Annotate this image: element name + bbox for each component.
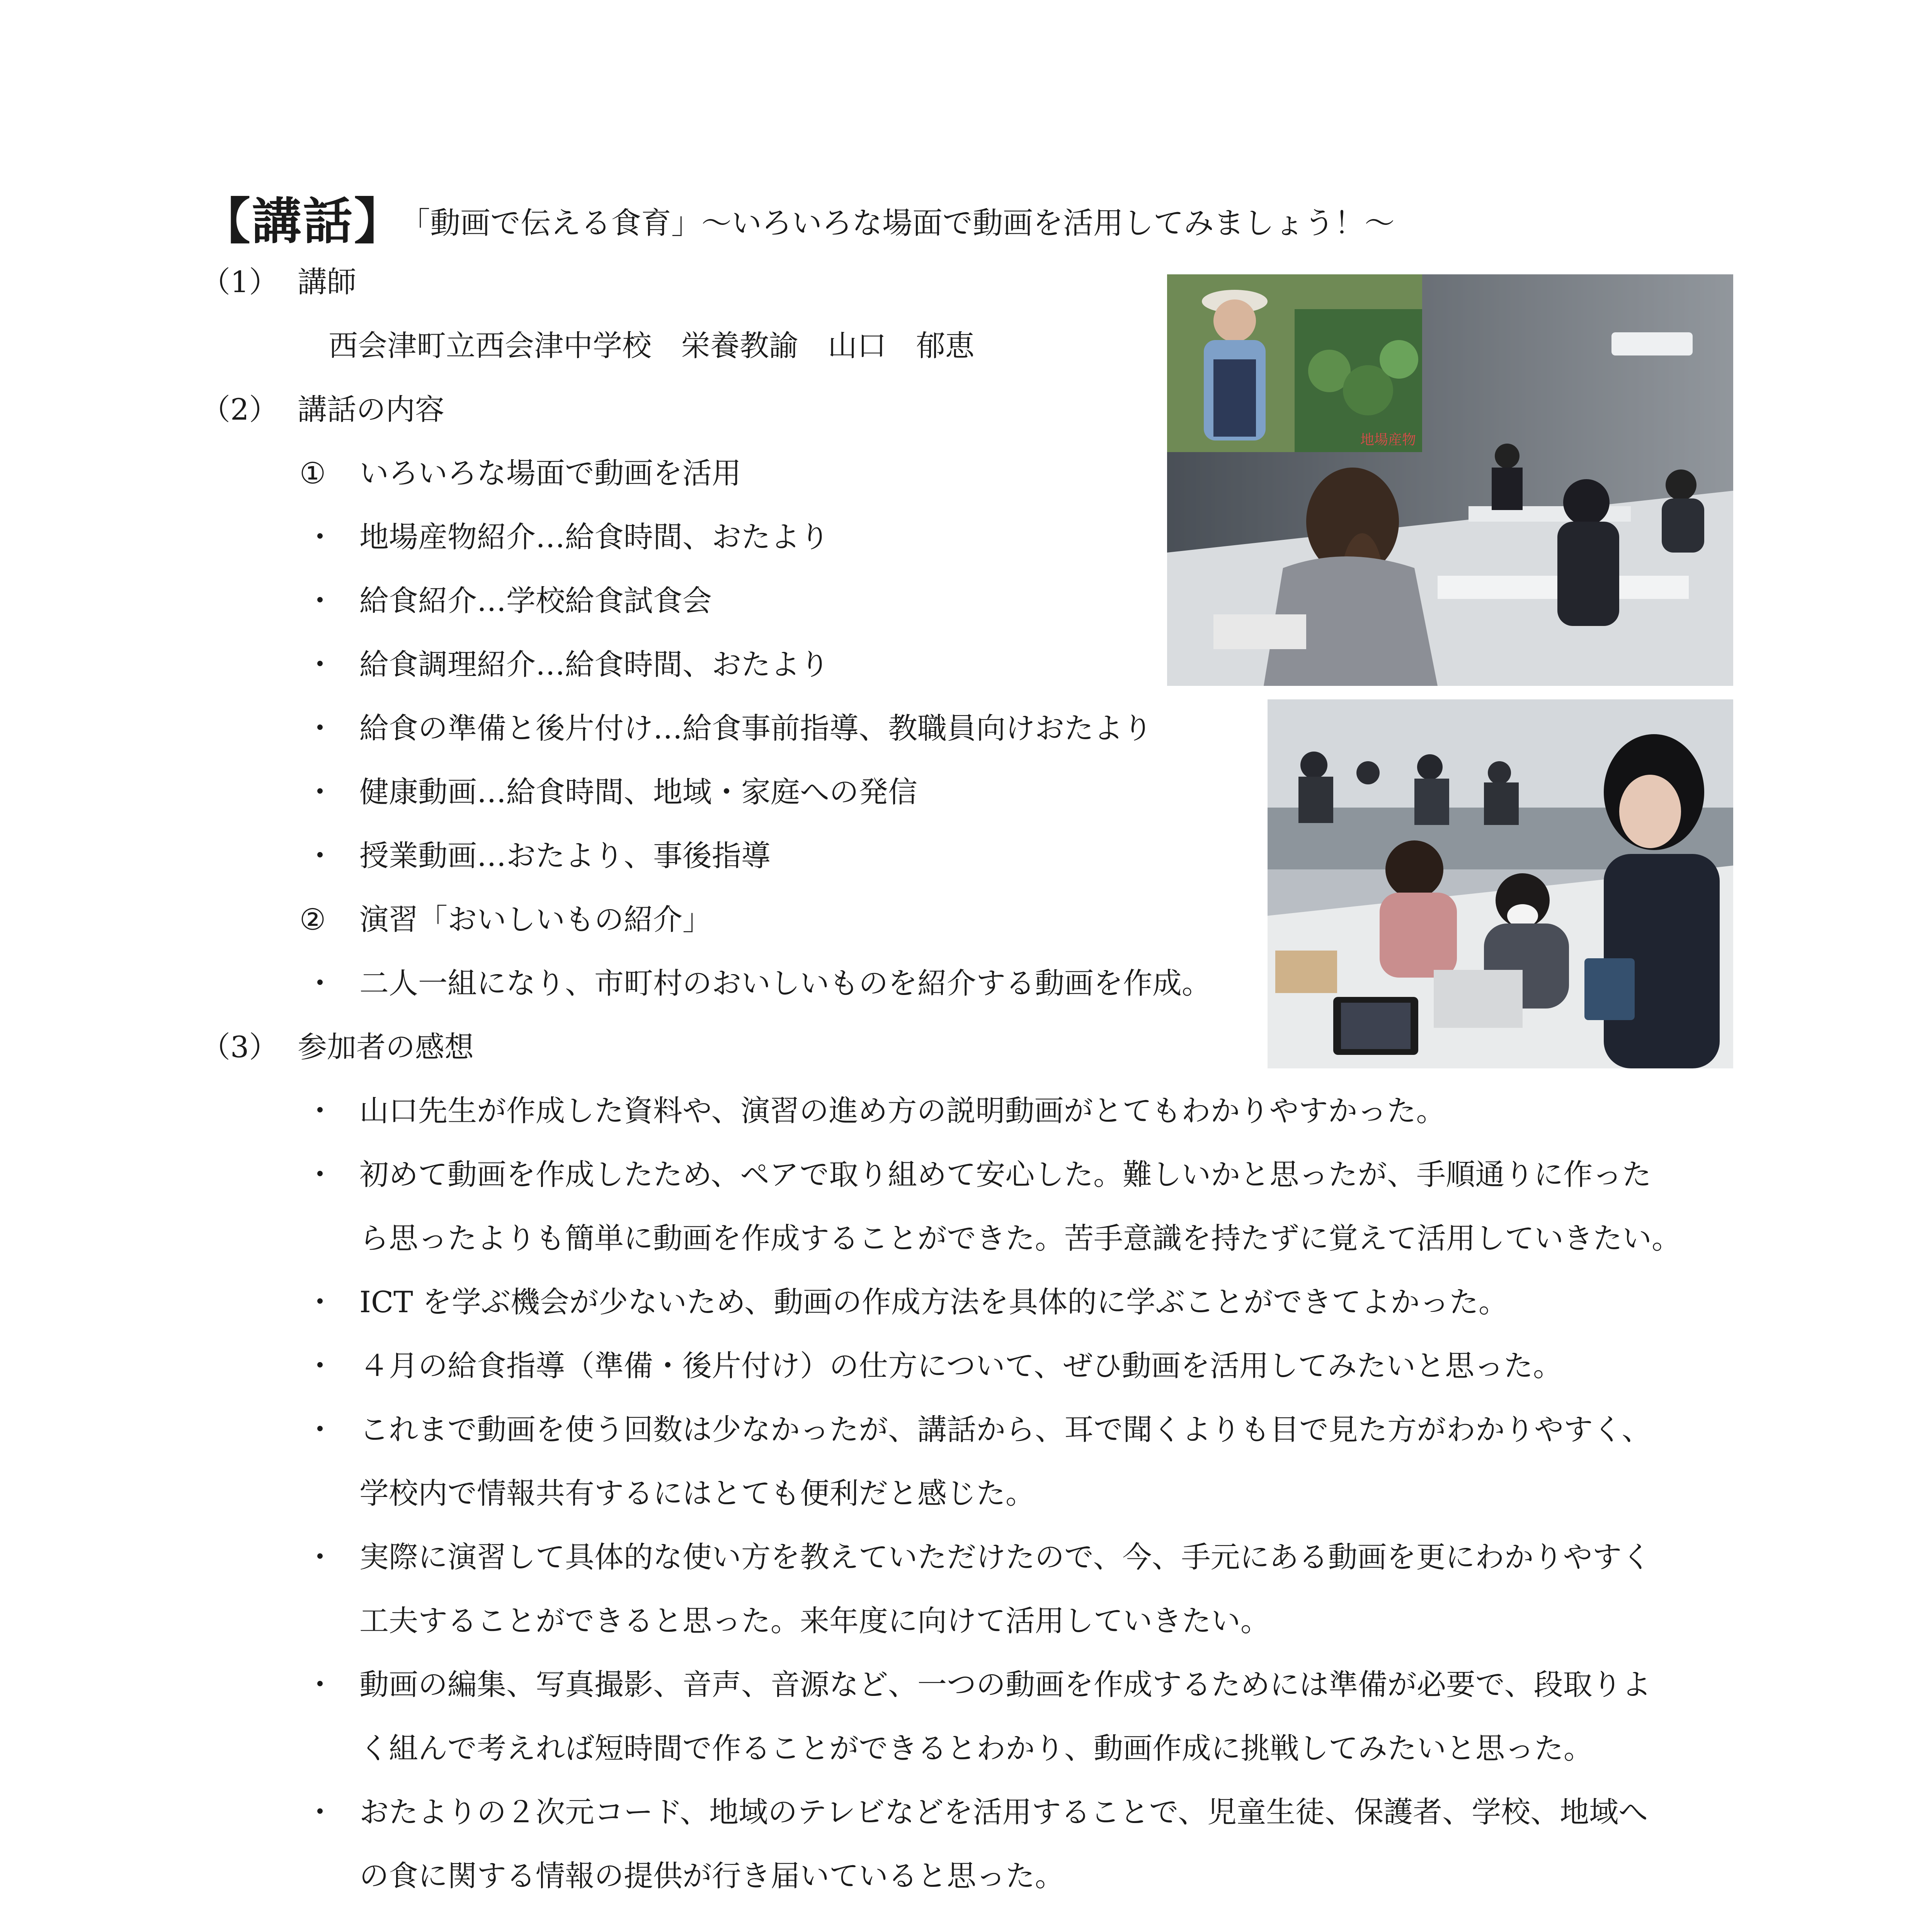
list-item: 健康動画…給食時間、地域・家庭への発信 (359, 775, 917, 809)
list-bullet: ・ (305, 775, 335, 809)
list-item: 地場産物紹介…給食時間、おたより (359, 520, 829, 554)
list-bullet: ・ (305, 1285, 335, 1319)
list-bullet: ・ (305, 583, 335, 618)
list-bullet: ・ (305, 647, 335, 682)
section-1-number: （1） (201, 265, 279, 299)
list-bullet: ・ (305, 1349, 335, 1383)
list-item: ICT を学ぶ機会が少ないため、動画の作成方法を具体的に学ぶことができてよかった。 (359, 1285, 1508, 1319)
list-item: 動画の編集、写真撮影、音声、音源など、一つの動画を作成するためには準備が必要で、段取りよ (359, 1667, 1651, 1702)
section-2-label: 講話の内容 (298, 392, 444, 427)
subsection-1-label: いろいろな場面で動画を活用 (359, 456, 741, 490)
lecture-photo (1167, 274, 1733, 686)
lecturer-detail: 西会津町立西会津中学校 栄養教諭 山口 郁恵 (328, 328, 975, 363)
list-item: これまで動画を使う回数は少なかったが、講話から、耳で聞くよりも目で見た方がわかりやすく、 (359, 1412, 1651, 1447)
list-item: 給食紹介…学校給食試食会 (359, 583, 712, 618)
list-bullet: ・ (305, 966, 335, 1000)
list-item-continued: く組んで考えれば短時間で作ることができるとわかり、動画作成に挑戦してみたいと思った。 (359, 1731, 1593, 1765)
list-bullet: ・ (305, 838, 335, 873)
list-bullet: ・ (305, 1094, 335, 1128)
list-bullet: ・ (305, 1157, 335, 1192)
section-3-label: 参加者の感想 (298, 1030, 474, 1064)
list-item: 二人一組になり、市町村のおいしいものを紹介する動画を作成。 (359, 966, 1211, 1000)
lecture-subtitle: 「動画で伝える食育」～いろいろな場面で動画を活用してみましょう！～ (400, 206, 1395, 241)
list-item-continued: 工夫することができると思った。来年度に向けて活用していきたい。 (359, 1604, 1270, 1638)
list-bullet: ・ (305, 711, 335, 745)
subsection-1-number: ① (299, 456, 326, 490)
list-item: ４月の給食指導（準備・後片付け）の仕方について、ぜひ動画を活用してみたいと思った。 (359, 1349, 1562, 1383)
list-item: 山口先生が作成した資料や、演習の進め方の説明動画がとてもわかりやすかった。 (359, 1094, 1446, 1128)
list-bullet: ・ (305, 1540, 335, 1574)
list-item-continued: ら思ったよりも簡単に動画を作成することができた。苦手意識を持たずに覚えて活用していきたい。 (359, 1221, 1681, 1255)
list-item: 給食調理紹介…給食時間、おたより (359, 647, 829, 682)
section-3-number: （3） (201, 1030, 279, 1064)
list-item: 初めて動画を作成したため、ペアで取り組めて安心した。難しいかと思ったが、手順通りに作った (359, 1157, 1652, 1192)
list-item: 授業動画…おたより、事後指導 (359, 838, 771, 873)
list-bullet: ・ (305, 1795, 335, 1829)
section-2-number: （2） (201, 392, 279, 427)
lecture-photo-illustration (1167, 274, 1733, 686)
list-item: 給食の準備と後片付け…給食事前指導、教職員向けおたより (359, 711, 1152, 745)
list-item: 実際に演習して具体的な使い方を教えていただけたので、今、手元にある動画を更にわかりやすく (359, 1540, 1651, 1574)
list-item-continued: の食に関する情報の提供が行き届いていると思った。 (359, 1859, 1064, 1893)
list-item: おたよりの２次元コード、地域のテレビなどを活用することで、児童生徒、保護者、学校、地域へ (359, 1795, 1648, 1829)
list-bullet: ・ (305, 1412, 335, 1447)
section-1-label: 講師 (298, 265, 356, 299)
video-caption: 地場産物 (1360, 432, 1416, 448)
workshop-photo-illustration (1268, 699, 1733, 1068)
list-bullet: ・ (305, 520, 335, 554)
page-title: 【講話】 (201, 193, 405, 250)
list-item-continued: 学校内で情報共有するにはとても便利だと感じた。 (359, 1476, 1035, 1510)
workshop-photo (1268, 699, 1733, 1068)
subsection-2-label: 演習「おいしいもの紹介」 (359, 902, 712, 937)
list-bullet: ・ (305, 1667, 335, 1702)
subsection-2-number: ② (299, 902, 326, 937)
